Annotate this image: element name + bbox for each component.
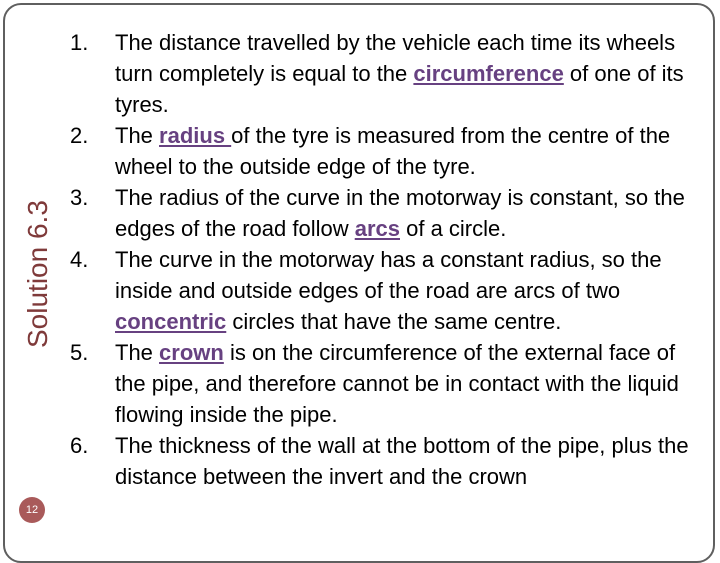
key-term: concentric	[115, 309, 227, 334]
key-term: crown	[159, 340, 224, 365]
item-text: The	[115, 340, 160, 365]
item-number: 3.	[70, 185, 89, 210]
item-number: 2.	[70, 123, 89, 148]
item-number: 4.	[70, 247, 89, 272]
item-number: 6.	[70, 433, 89, 458]
item-text: The thickness of the wall at the bottom of the pipe, plus the distance between the invert and the crown	[115, 433, 689, 489]
item-text: The radius of the curve in the motorway is constant, so the edges of the road follow	[115, 185, 685, 241]
list-item	[70, 27, 710, 120]
list-item	[70, 244, 710, 337]
key-term: circumference	[413, 61, 564, 86]
item-text: The	[115, 123, 160, 148]
item-text: of one of its tyres.	[115, 61, 684, 117]
list-item	[70, 337, 710, 430]
item-text: of the tyre is measured from the centre of the wheel to the outside edge of the tyre.	[115, 123, 671, 179]
item-text: of a circle.	[400, 216, 507, 241]
item-text: is on the circumference of the external face of the pipe, and therefore cannot be in contact with the liquid flowing inside the pipe.	[115, 340, 679, 427]
solution-list	[70, 27, 710, 492]
list-item	[70, 430, 710, 492]
list-item	[70, 182, 710, 244]
item-number: 1.	[70, 30, 89, 55]
item-text: The curve in the motorway has a constant radius, so the inside and outside edges of the road are arcs of two	[115, 247, 662, 303]
list-item	[70, 120, 710, 182]
key-term: radius	[159, 123, 232, 148]
slide-title: Solution 6.3	[22, 200, 53, 348]
page-number: 12	[19, 497, 45, 523]
item-text: The distance travelled by the vehicle each time its wheels turn completely is equal to the	[115, 30, 676, 86]
key-term: arcs	[354, 216, 400, 241]
item-number: 5.	[70, 340, 89, 365]
item-text: circles that have the same centre.	[226, 309, 562, 334]
